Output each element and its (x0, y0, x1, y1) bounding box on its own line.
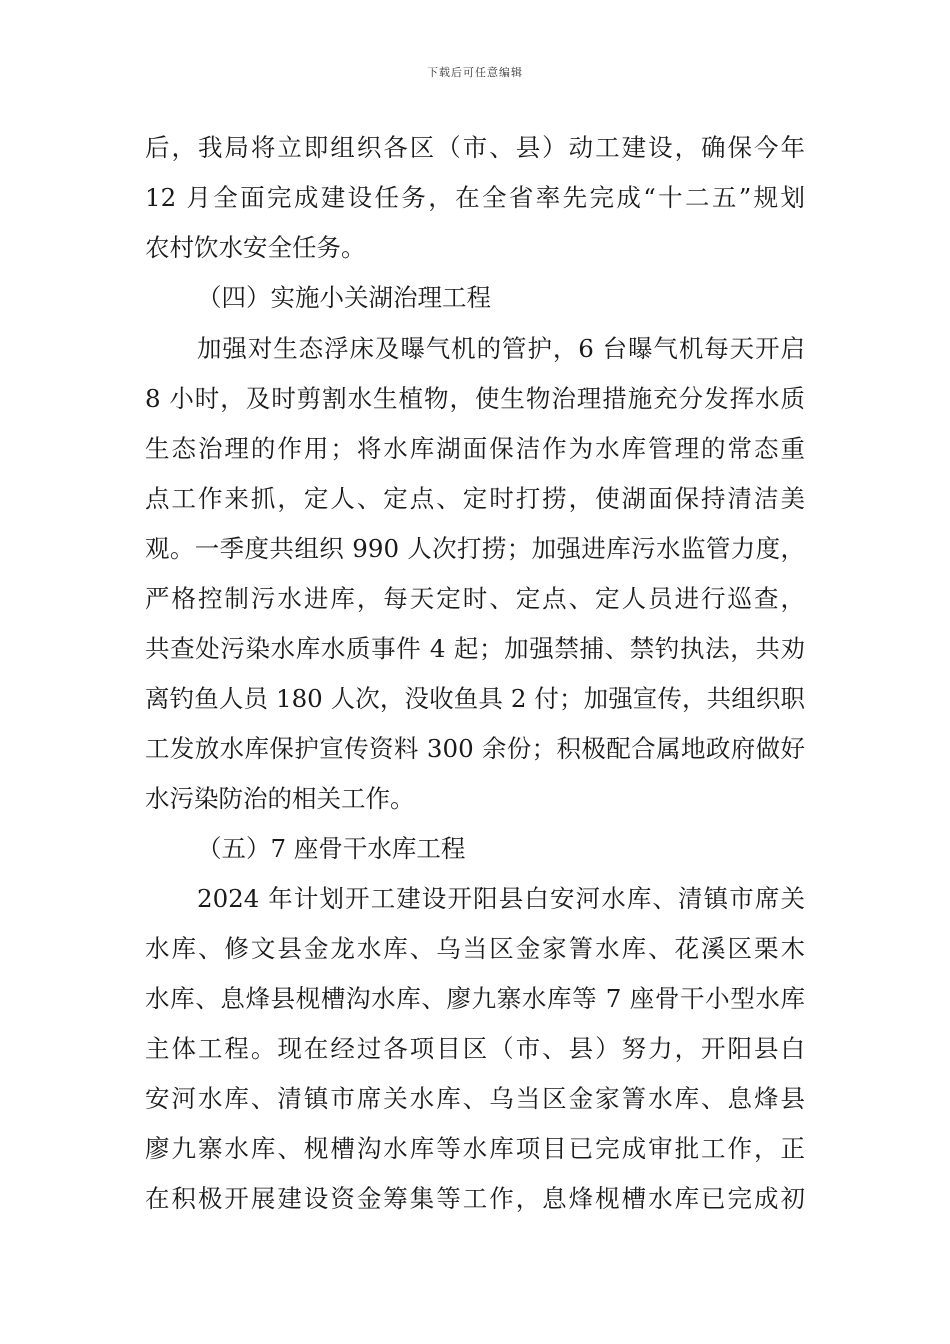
paragraph-line: 2024 年计划开工建设开阳县白安河水库、清镇市席关 (197, 884, 805, 913)
paragraph-line: 水污染防治的相关工作。 (145, 784, 415, 813)
paragraph-line: 加强对生态浮床及曝气机的管护，6 台曝气机每天开启 (197, 334, 805, 363)
paragraph-line: 农村饮水安全任务。 (145, 233, 366, 262)
paragraph-line: 水库、息烽县枧槽沟水库、廖九寨水库等 7 座骨干小型水库 (145, 984, 805, 1013)
paragraph-line: 观。一季度共组织 990 人次打捞；加强进库污水监管力度， (145, 534, 805, 563)
paragraph-line: 8 小时，及时剪割水生植物，使生物治理措施充分发挥水质 (145, 384, 805, 413)
page-header: 下载后可任意编辑 (427, 66, 523, 79)
paragraph-line: 生态治理的作用；将水库湖面保洁作为水库管理的常态重 (145, 434, 805, 463)
section-heading: （四）实施小关湖治理工程 (197, 283, 491, 312)
paragraph-line: 共查处污染水库水质事件 4 起；加强禁捕、禁钓执法，共劝 (145, 634, 805, 663)
paragraph-line: 主体工程。现在经过各项目区（市、县）努力，开阳县白 (145, 1034, 805, 1063)
paragraph-line: 点工作来抓，定人、定点、定时打捞，使湖面保持清洁美 (145, 484, 805, 513)
paragraph-line: 12 月全面完成建设任务，在全省率先完成“十二五”规划 (145, 183, 805, 212)
paragraph-line: 工发放水库保护宣传资料 300 余份；积极配合属地政府做好 (145, 734, 805, 763)
paragraph-line: 离钓鱼人员 180 人次，没收鱼具 2 付；加强宣传，共组织职 (145, 684, 805, 713)
paragraph-line: 在积极开展建设资金筹集等工作，息烽枧槽水库已完成初 (145, 1184, 805, 1213)
paragraph-line: 后，我局将立即组织各区（市、县）动工建设，确保今年 (145, 133, 805, 162)
paragraph-line: 廖九寨水库、枧槽沟水库等水库项目已完成审批工作，正 (145, 1134, 805, 1163)
paragraph-line: 水库、修文县金龙水库、乌当区金家箐水库、花溪区栗木 (145, 934, 805, 963)
paragraph-line: 安河水库、清镇市席关水库、乌当区金家箐水库、息烽县 (145, 1084, 805, 1113)
section-heading: （五）7 座骨干水库工程 (197, 834, 466, 863)
paragraph-line: 严格控制污水进库，每天定时、定点、定人员进行巡查， (145, 584, 805, 613)
